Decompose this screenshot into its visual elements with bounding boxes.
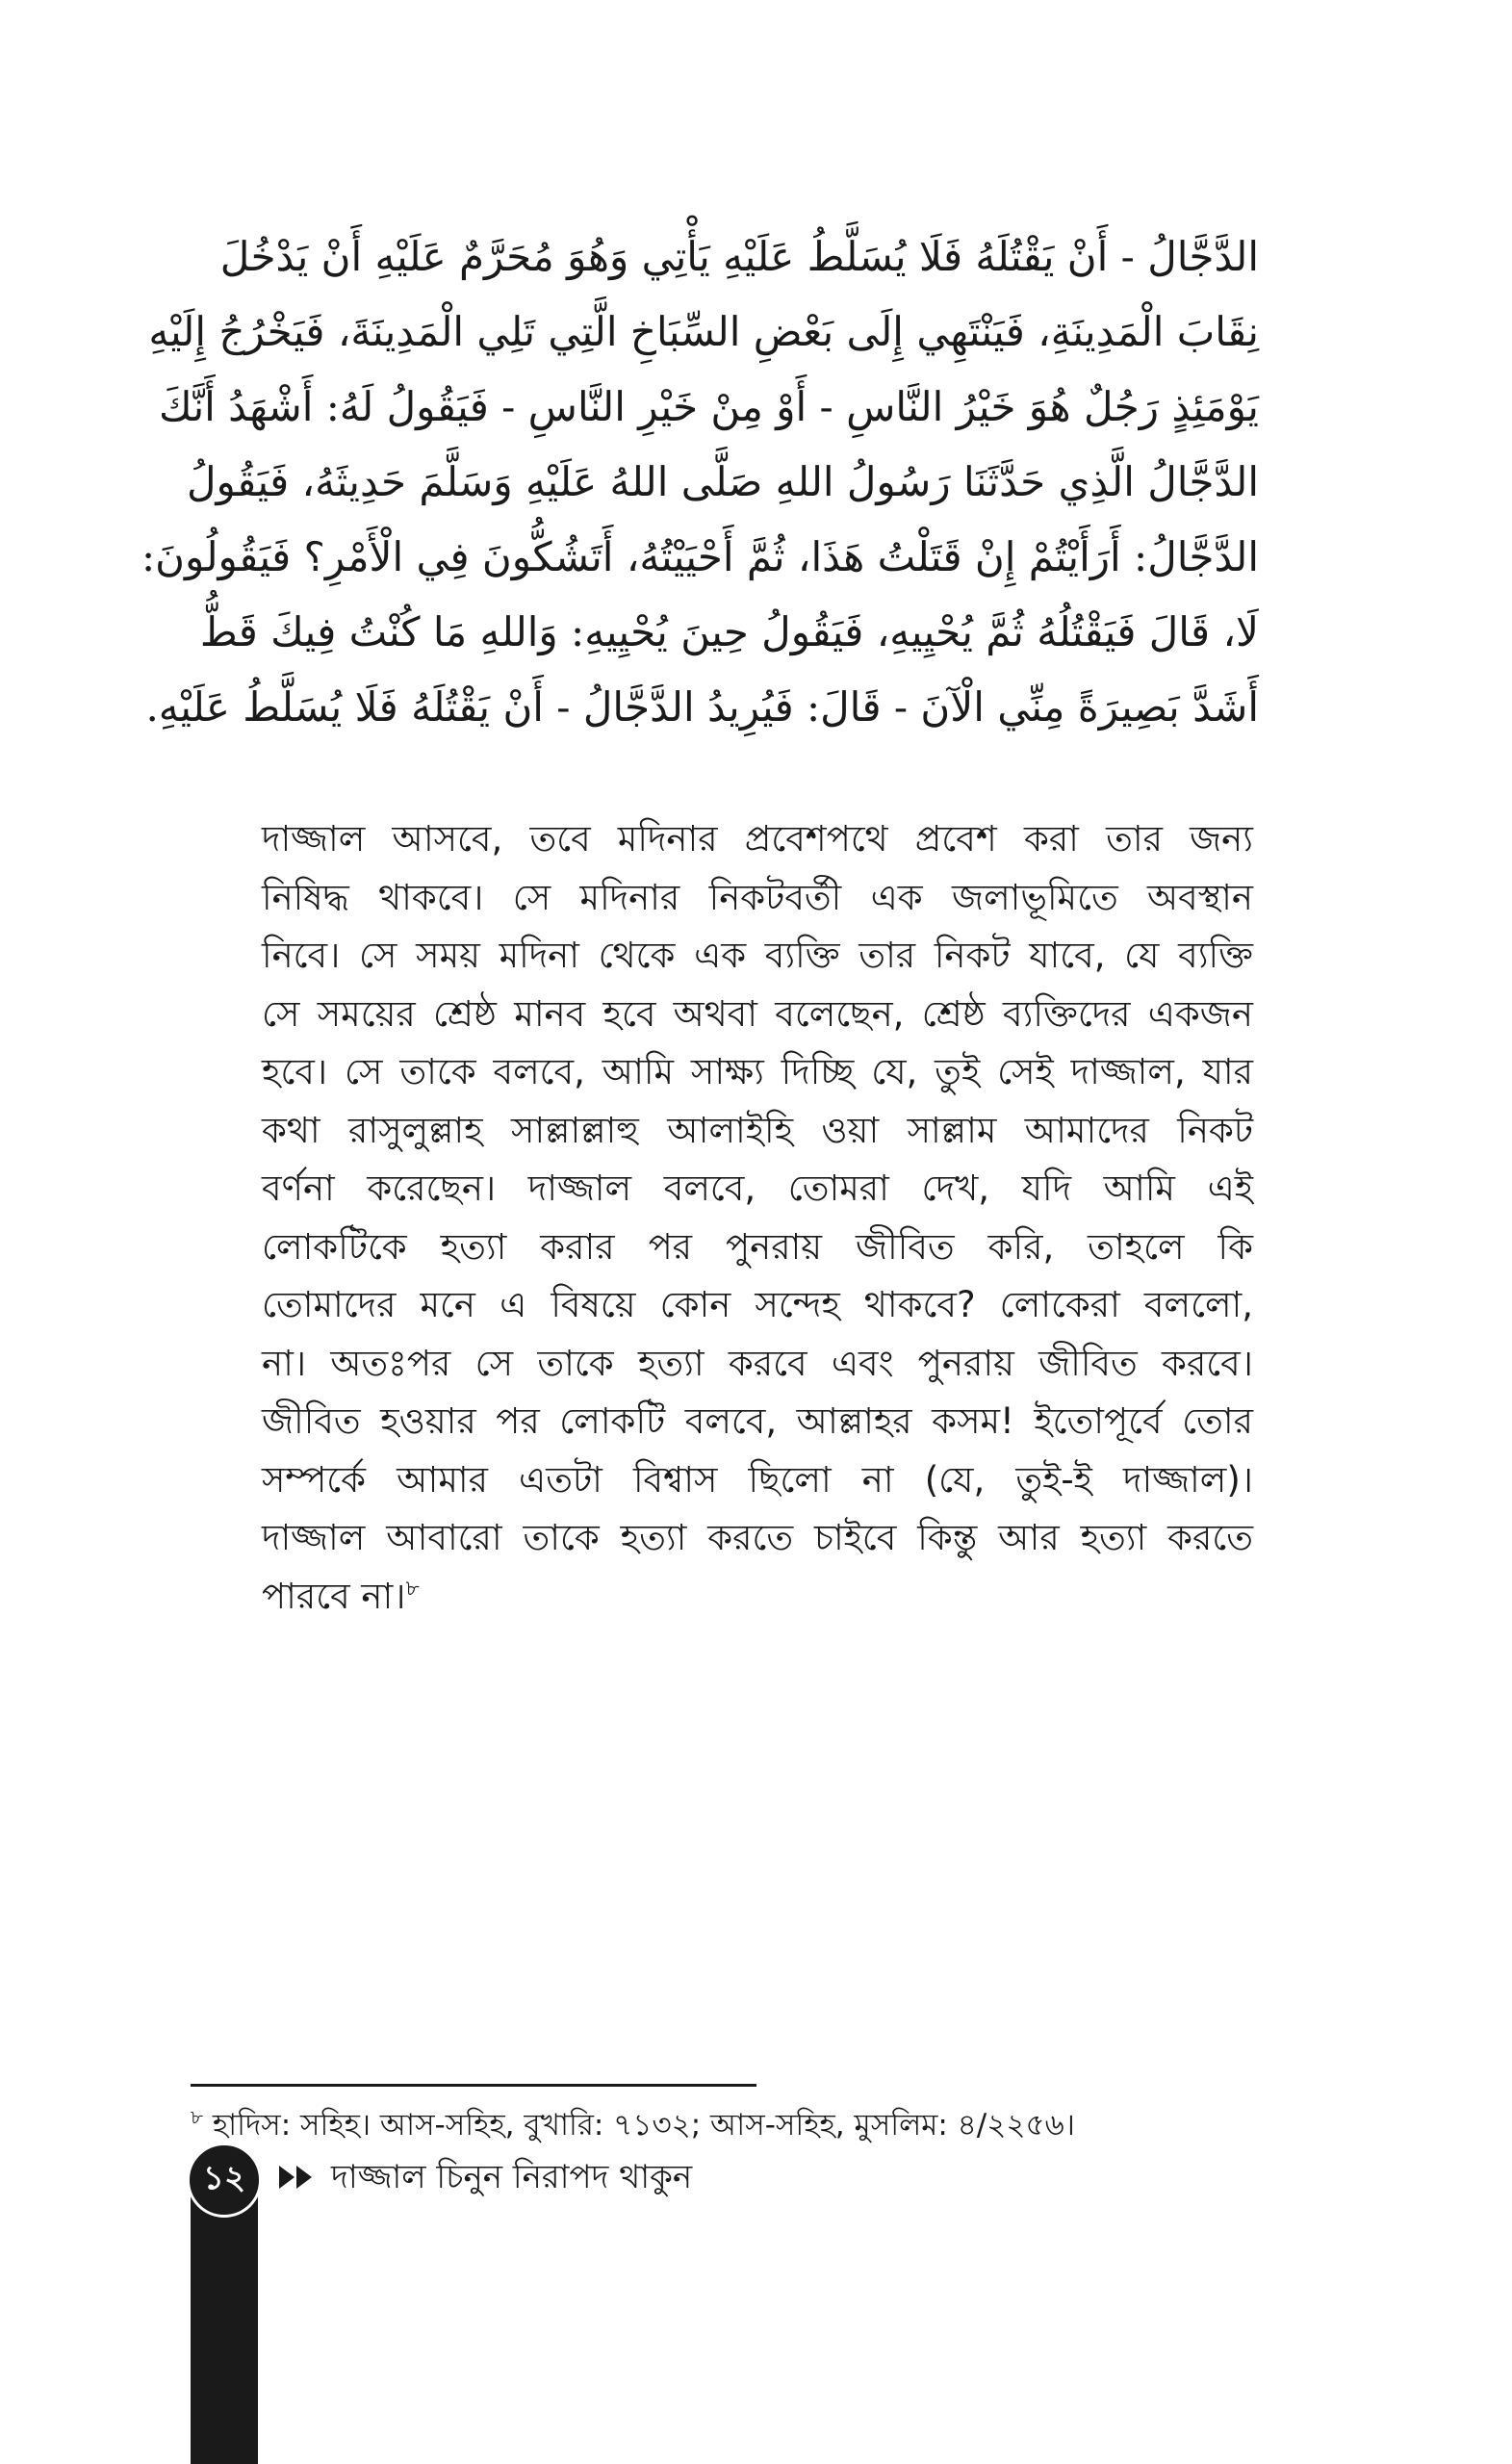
arabic-hadith-text	[141, 219, 1259, 745]
footnote-divider	[191, 2084, 756, 2087]
bengali-line: কথা রাসুলুল্লাহ সাল্লাল্লাহু আলাইহি ওয়া সাল্লাম আমাদের নিকট	[262, 1109, 1253, 1151]
footnote-text: হাদিস: সহিহ। আস-সহিহ, বুখারি: ৭১৩২; আস-সহিহ, মুসলিম: ৪/২২৫৬।	[202, 2108, 1075, 2143]
arabic-line: نِقَابَ الْمَدِينَةِ، فَيَنْتَهِي إِلَى بَعْضِ السِّبَاخِ الَّتِي تَلِي الْمَدِينَةَ، فَيَخْرُجُ إِلَيْهِ	[148, 308, 1259, 355]
bengali-line: দাজ্জাল আবারো তাকে হত্যা করতে চাইবে কিন্তু আর হত্যা করতে	[262, 1517, 1253, 1558]
arabic-line: الدَّجَّالُ: أَرَأَيْتُمْ إِنْ قَتَلْتُ هَذَا، ثُمَّ أَحْيَيْتُهُ، أَتَشُكُّونَ فِي الْأَمْرِ؟ فَيَقُولُونَ:	[141, 533, 1259, 580]
page-edge-bar	[191, 2177, 258, 2464]
arabic-line: الدَّجَّالُ الَّذِي حَدَّثَنَا رَسُولُ اللهِ صَلَّى اللهُ عَلَيْهِ وَسَلَّمَ حَدِيثَهُ، فَيَقُولُ	[186, 458, 1259, 505]
bengali-line: সে সময়ের শ্রেষ্ঠ মানব হবে অথবা বলেছেন, শ্রেষ্ঠ ব্যক্তিদের একজন	[262, 992, 1253, 1035]
bengali-line: বর্ণনা করেছেন। দাজ্জাল বলবে, তোমরা দেখ, যদি আমি এই	[262, 1168, 1253, 1209]
footnote	[191, 2104, 1249, 2146]
bengali-line-text: পারবে না।	[262, 1575, 406, 1617]
bengali-line: না। অতঃপর সে তাকে হত্যা করবে এবং পুনরায় জীবিত করবে।	[262, 1342, 1253, 1384]
arabic-line: لَا، قَالَ فَيَقْتُلُهُ ثُمَّ يُحْيِيهِ، فَيَقُولُ حِينَ يُحْيِيهِ: وَاللهِ مَا كُنْتُ فِيكَ قَطُّ	[199, 608, 1259, 655]
bengali-line: সম্পর্কে আমার এতটা বিশ্বাস ছিলো না (যে, তুই-ই দাজ্জাল)।	[262, 1458, 1253, 1501]
bengali-line: লোকটিকে হত্যা করার পর পুনরায় জীবিত করি, তাহলে কি	[262, 1225, 1253, 1268]
arabic-line: يَوْمَئِذٍ رَجُلٌ هُوَ خَيْرُ النَّاسِ - أَوْ مِنْ خَيْرِ النَّاسِ - فَيَقُولُ لَهُ: أَشْهَدُ أَنَّكَ	[159, 383, 1259, 430]
bengali-line: নিবে। সে সময় মদিনা থেকে এক ব্যক্তি তার নিকট যাবে, যে ব্যক্তি	[262, 935, 1253, 976]
bengali-line: হবে। সে তাকে বলবে, আমি সাক্ষ্য দিচ্ছি যে, তুই সেই দাজ্জাল, যার	[262, 1051, 1253, 1092]
footnote-number: ৮	[191, 2105, 203, 2129]
arabic-line: أَشَدَّ بَصِيرَةً مِنِّي الْآنَ - قَالَ: فَيُرِيدُ الدَّجَّالُ - أَنْ يَقْتُلَهُ فَلَا يُسَلَّطُ عَلَيْهِ.	[145, 683, 1259, 731]
bengali-line: জীবিত হওয়ার পর লোকটি বলবে, আল্লাহর কসম! ইতোপূর্বে তোর	[262, 1400, 1253, 1442]
bengali-line: দাজ্জাল আসবে, তবে মদিনার প্রবেশপথে প্রবেশ করা তার জন্য	[262, 818, 1253, 860]
double-play-arrow-icon	[277, 2163, 316, 2192]
footnote-reference[interactable]: ৮	[405, 1577, 420, 1602]
running-book-title: দাজ্জাল চিনুন নিরাপদ থাকুন	[331, 2158, 693, 2196]
bengali-line: নিষিদ্ধ থাকবে। সে মদিনার নিকটবর্তী এক জলাভূমিতে অবস্থান	[262, 876, 1253, 918]
arabic-line: الدَّجَّالُ - أَنْ يَقْتُلَهُ فَلَا يُسَلَّطُ عَلَيْهِ يَأْتِي وَهُوَ مُحَرَّمٌ عَلَيْهِ أَنْ يَدْخُلَ	[219, 233, 1259, 280]
bengali-translation	[262, 810, 1253, 1626]
page-number: ১২	[187, 2143, 262, 2218]
bengali-last-line	[262, 1568, 1253, 1627]
bengali-line: তোমাদের মনে এ বিষয়ে কোন সন্দেহ থাকবে? লোকেরা বললো,	[262, 1284, 1253, 1325]
